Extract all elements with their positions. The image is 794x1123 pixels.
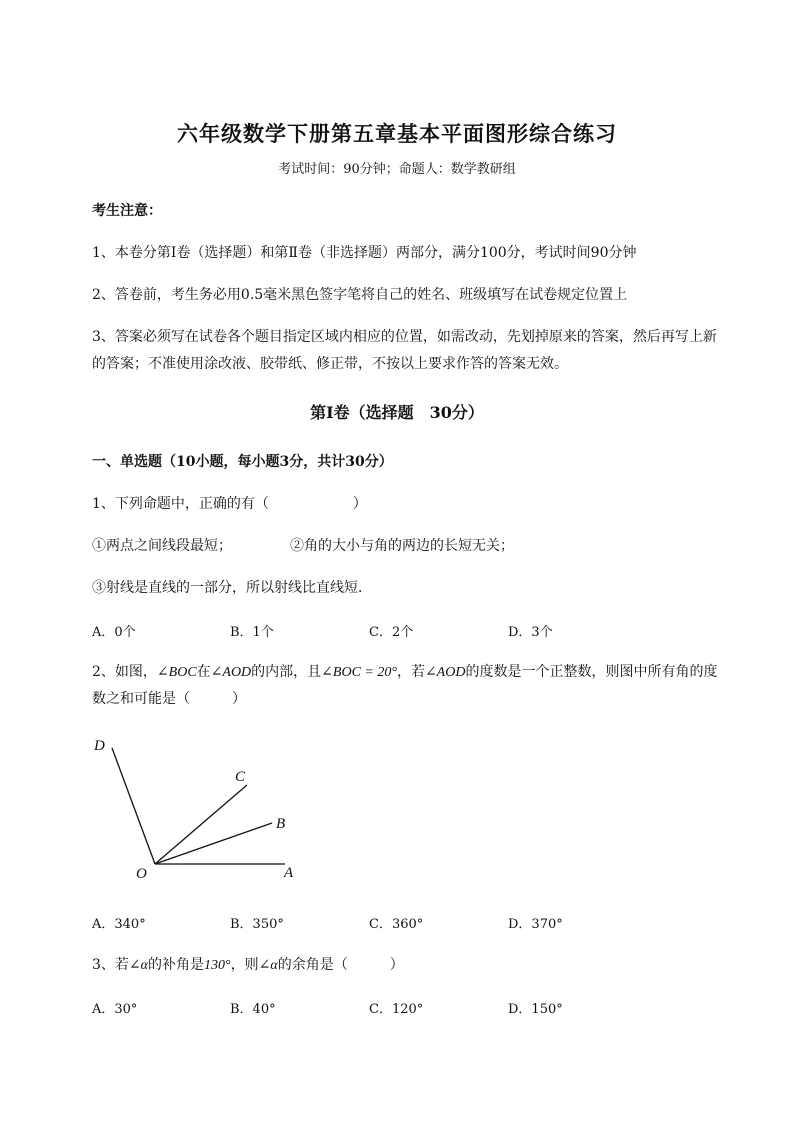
question-3-option-a: A．30° — [92, 1002, 138, 1017]
notice-item-3-line-1: 3、答案必须写在试卷各个题目指定区域内相应的位置，如需改动，先划掉原来的答案，然后再写上新 — [92, 329, 717, 345]
question-2-option-d: D．370° — [508, 917, 563, 932]
question-2-option-a: A．340° — [92, 917, 146, 932]
question-1-statement-2: ②角的大小与角的两边的长短无关； — [290, 538, 514, 554]
question-2-option-b: B．350° — [230, 917, 284, 932]
question-1-option-d: D．3个 — [508, 625, 553, 640]
label-a: A — [284, 865, 294, 881]
angle-figure — [80, 730, 320, 890]
notice-item-2: 2、答卷前，考生务必用0.5毫米黑色签字笔将自己的姓名、班级填写在试卷规定位置上 — [92, 287, 628, 303]
angle-alpha: ∠α — [128, 958, 149, 973]
label-d: D — [94, 738, 105, 754]
ray-ob — [155, 823, 272, 864]
question-1-option-b: B．1个 — [230, 625, 274, 640]
exam-info: 考试时间：90分钟；命题人：数学教研组 — [278, 162, 516, 177]
notice-item-3-line-2: 的答案；不准使用涂改液、胶带纸、修正带，不按以上要求作答的答案无效。 — [92, 356, 568, 372]
label-o: O — [136, 866, 147, 882]
question-2-option-c: C．360° — [369, 917, 424, 932]
label-c: C — [235, 769, 246, 785]
question-1-stem: 1、下列命题中，正确的有（ ） — [92, 496, 367, 512]
angle-boc-value: ∠BOC = 20° — [321, 665, 397, 680]
part-heading: 一、单选题（10小题，每小题3分，共计30分） — [92, 454, 393, 470]
question-3-option-c: C．120° — [369, 1002, 424, 1017]
notice-heading: 考生注意： — [92, 203, 162, 219]
angle-alpha-ref: ∠α — [258, 958, 278, 973]
notice-item-1: 1、本卷分第Ⅰ卷（选择题）和第Ⅱ卷（非选择题）两部分，满分100分，考试时间90分钟 — [92, 245, 637, 261]
question-1-option-c: C．2个 — [369, 625, 414, 640]
question-1-statement-1: ①两点之间线段最短； — [92, 538, 232, 554]
ray-od — [112, 748, 155, 864]
question-3-option-b: B．40° — [230, 1002, 276, 1017]
question-1-statement-3: ③射线是直线的一部分，所以射线比直线短． — [92, 580, 372, 596]
label-b: B — [276, 816, 286, 832]
angle-boc: ∠BOC — [156, 665, 197, 680]
question-2-stem-line-2: 数之和可能是（ ） — [92, 691, 246, 707]
ray-oc — [155, 785, 247, 864]
question-1-option-a: A．0个 — [92, 625, 136, 640]
section-heading: 第Ⅰ卷（选择题 30分） — [310, 403, 484, 422]
question-3-option-d: D．150° — [508, 1002, 563, 1017]
question-2-stem-line-1: 2、如图，∠BOC在∠AOD的内部，且∠BOC = 20°，若∠AOD的度数是一个正整数，则图中所有角的度 — [92, 664, 718, 680]
angle-aod: ∠AOD — [210, 665, 252, 680]
page-title: 六年级数学下册第五章基本平面图形综合练习 — [177, 121, 617, 146]
angle-aod-ref: ∠AOD — [424, 665, 466, 680]
question-3-stem: 3、若∠α的补角是130°，则∠α的余角是（ ） — [92, 957, 404, 973]
supplement-value: 130° — [204, 958, 231, 973]
